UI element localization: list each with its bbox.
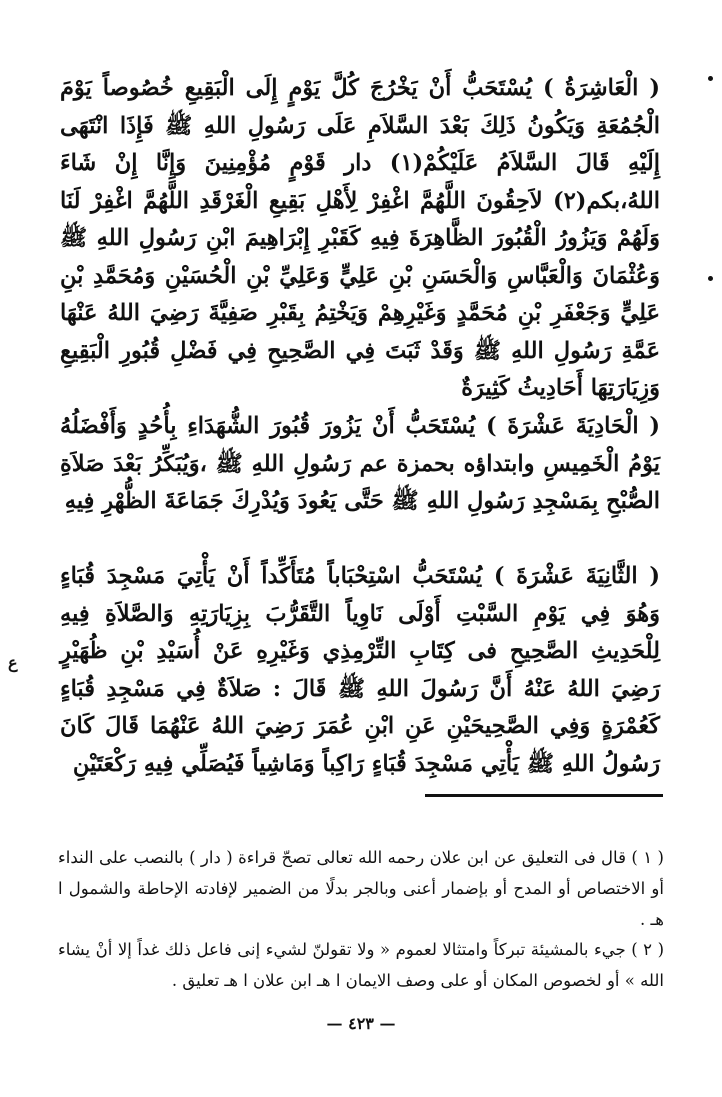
- margin-dot-middle: [708, 276, 714, 284]
- footnote-divider: [425, 794, 663, 797]
- paragraph-twelfth: ( الثَّانِيَةَ عَشْرَةَ ) يُسْتَحَبُّ اسْتِحْبَاباً مُتَأَكِّداً أَنْ يَأْتِيَ مَسْجِدَ قُبَاءٍ وَهُوَ فِي يَوْمِ السَّبْتِ أَوْلَى نَاوِياً التَّقَرُّبَ بِزِيَارَتِهِ وَالصَّلاَةِ فِيهِ لِلْحَدِيثِ الصَّحِيحِ فى كِتَابِ التِّرْمِذِي وَغَيْرِهِ عَنْ أُسَيْدِ بْنِ ظُهَيْرٍ رَضِيَ اللهُ عَنْهُ أَنَّ رَسُولَ اللهِ ﷺ قَالَ : صَلاَةٌ فِي مَسْجِدِ قُبَاءٍ كَعُمْرَةٍ وَفِي الصَّحِيحَيْنِ عَنِ ابْنِ عُمَرَ رَضِيَ اللهُ عَنْهُمَا قَالَ كَانَ رَسُولُ اللهِ ﷺ يَأْتِي مَسْجِدَ قُبَاءٍ رَاكِباً وَمَاشِياً فَيُصَلِّي فِيهِ رَكْعَتَيْنِ: [60, 563, 660, 777]
- page-number: — ٤٢٣ —: [326, 1014, 396, 1033]
- footnote-2: ( ٢ ) جيء بالمشيئة تبركاً وامتثالا لعموم « ولا تقولنّ لشيء إنى فاعل ذلك غداً إلا أنْ يشاء الله » أو لخصوص المكان أو على وصف الايمان ا هـ ابن علان ا هـ تعليق .: [58, 940, 665, 990]
- paragraph-tenth: ( الْعَاشِرَةُ ) يُسْتَحَبُّ أَنْ يَخْرُجَ كُلَّ يَوْمٍ إِلَى الْبَقِيعِ خُصُوصاً يَوْمَ الْجُمُعَةِ وَيَكُونُ ذَلِكَ بَعْدَ السَّلاَمِ عَلَى رَسُولِ اللهِ ﷺ فَإِذَا انْتَهَى إِلَيْهِ قَالَ السَّلاَمُ عَلَيْكُمْ(١) دار قَوْمٍ مُؤْمِنِينَ وَإِنَّا إِنْ شَاءَ اللهُ،بكم(٢) لاَحِقُونَ اللَّهُمَّ اغْفِرْ لِأَهْلِ بَقِيعِ الْغَرْقَدِ اللَّهُمَّ اغْفِرْ لَنَا وَلَهُمْ وَيَزُورُ الْقُبُورَ الظَّاهِرَةَ فِيهِ كَقَبْرِ إِبْرَاهِيمَ ابْنِ رَسُولِ اللهِ ﷺ وَعُثْمَانَ وَالْعَبَّاسِ وَالْحَسَنِ بْنِ عَلِيٍّ وَعَلِيِّ بْنِ الْحُسَيْنِ وَمُحَمَّدِ بْنِ عَلِيٍّ وَجَعْفَرِ بْنِ مُحَمَّدٍ وَغَيْرِهِمْ وَيَخْتِمُ بِقَبْرِ صَفِيَّةَ رَضِيَ اللهُ عَنْهَا عَمَّةِ رَسُولِ اللهِ ﷺ وَقَدْ ثَبَتَ فِي الصَّحِيحِ فِي فَضْلِ قُبُورِ الْبَقِيعِ وَزِيَارَتِهَا أَحَادِيثُ كَثِيرَةٌ: [60, 75, 660, 401]
- paragraph-eleventh: ( الْحَادِيَةَ عَشْرَةَ ) يُسْتَحَبُّ أَنْ يَزُورَ قُبُورَ الشُّهَدَاءِ بِأُحُدٍ وَأَفْضَلُهُ يَوْمُ الْخَمِيسِ وابتداؤه بحمزة عم رَسُولِ اللهِ ﷺ ،وَيُبَكِّرُ بَعْدَ صَلاَةِ الصُّبْحِ بِمَسْجِدِ رَسُولِ اللهِ ﷺ حَتَّى يَعُودَ وَيُدْرِكَ جَمَاعَةَ الظُّهْرِ فِيهِ: [60, 413, 660, 514]
- footnote-1: ( ١ ) قال فى التعليق عن ابن علان رحمه الله تعالى تصحّ قراءة ( دار ) بالنصب على النداء أو الاختصاص أو المدح أو بإضمار أعنى وبالجر بدلًا من الضمير لإفادته الإحاطة والشمول ا هـ .: [58, 848, 664, 929]
- margin-handwritten-note: ع: [8, 653, 18, 672]
- margin-dot-top: [708, 76, 714, 84]
